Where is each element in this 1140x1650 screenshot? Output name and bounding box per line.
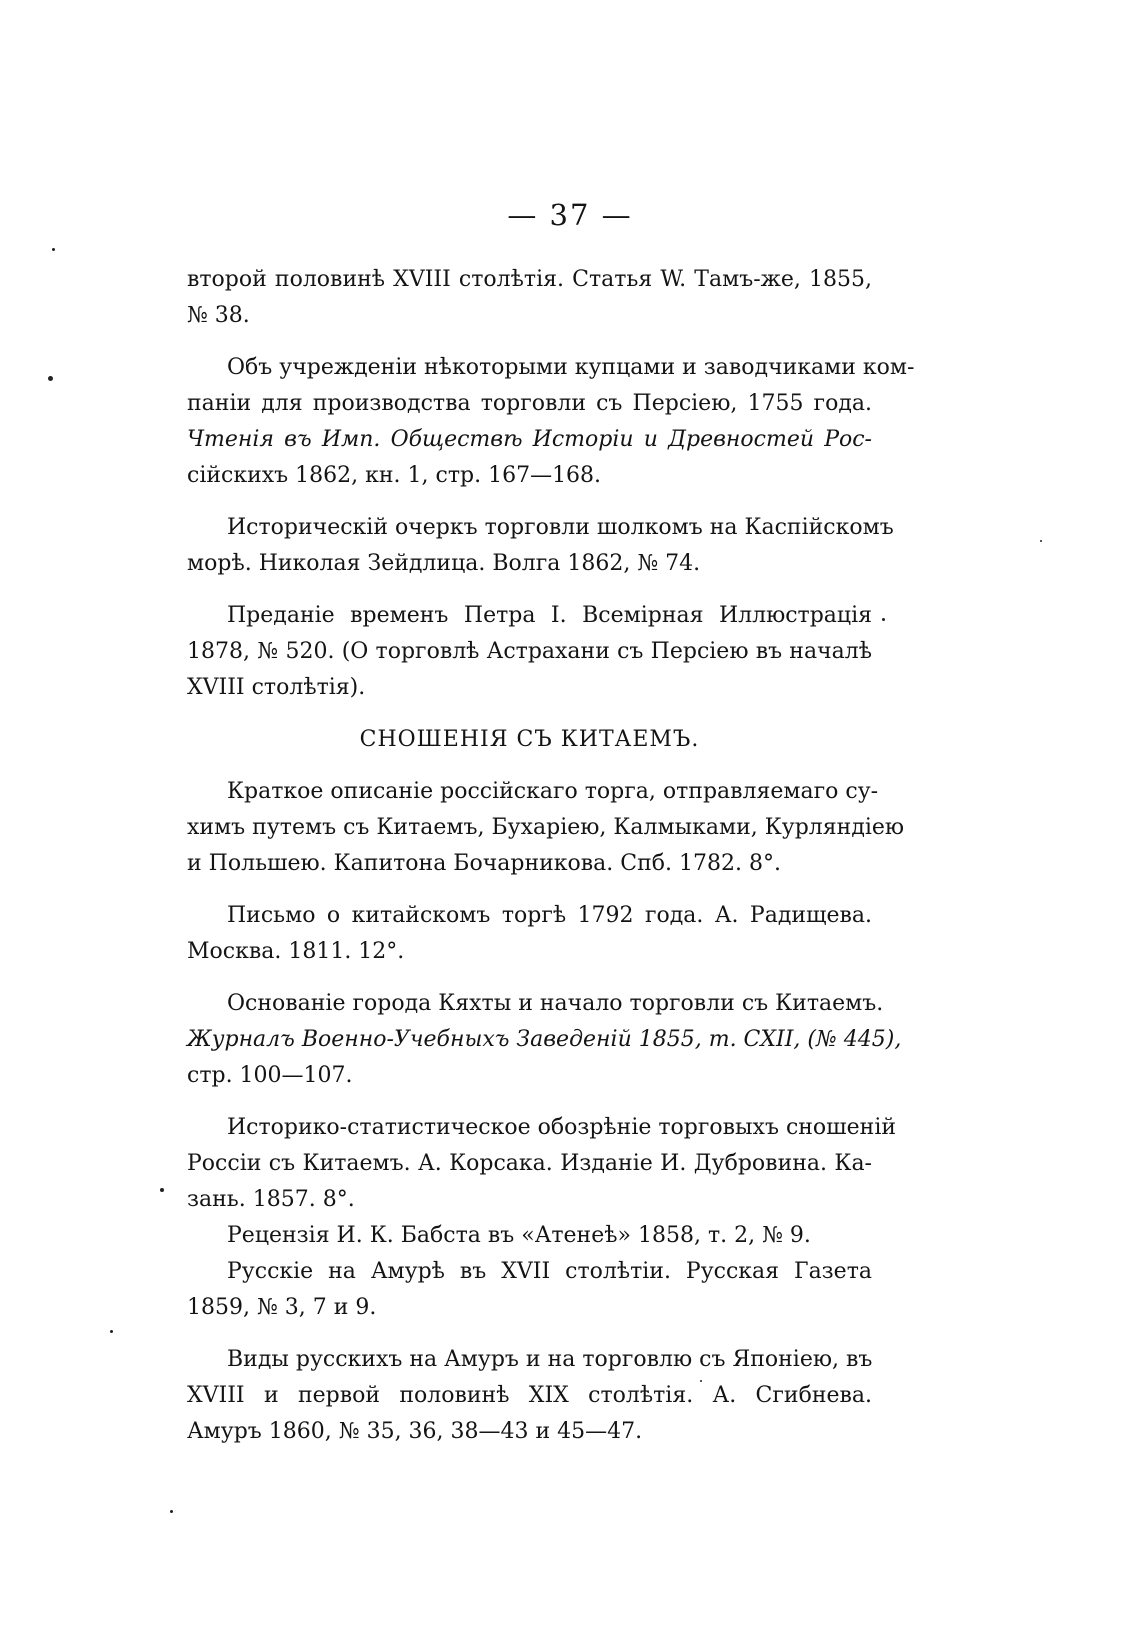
scan-speck [48,376,53,381]
entry-line: Преданіе временъ Петра I. Всемірная Иллюстрація [227,603,872,628]
scan-speck [170,1510,173,1513]
bibliography-entry [187,1218,872,1254]
page-number: — 37 — [507,198,633,232]
entry-line: Россіи съ Китаемъ. А. Корсака. Изданіе И. Дубровина. Ка- [187,1151,872,1176]
entry-line: стр. 100—107. [187,1063,353,1088]
scan-speck [52,248,55,251]
scan-speck [110,1330,113,1333]
entry-line: № 38. [187,303,250,328]
bibliography-text [187,262,915,1466]
scan-speck [1040,540,1042,542]
entry-line: Историко-статистическое обозрѣніе торговыхъ сношеній [227,1115,897,1140]
entry-line: 1878, № 520. (О торговлѣ Астрахани съ Персіею въ началѣ [187,639,872,664]
bibliography-entry [187,262,872,334]
bibliography-entry [187,510,894,582]
scan-speck [700,1380,702,1382]
entry-line: Москва. 1811. 12°. [187,939,405,964]
entry-line: Журналъ Военно-Учебныхъ Заведеній 1855, т. CXII, (№ 445), [187,1027,902,1052]
entry-line: XVIII и первой половинѣ XIX столѣтія. А. Сгибнева. [187,1383,872,1408]
entry-line: 1859, № 3, 7 и 9. [187,1295,377,1320]
entry-line: Чтенія въ Имп. Обществѣ Исторіи и Древностей Рос- [187,427,872,452]
entry-line: и Польшею. Капитона Бочарникова. Спб. 1782. 8°. [187,851,781,876]
bibliography-entry [187,350,915,494]
bibliography-entry [187,774,905,882]
bibliography-entry [187,986,902,1094]
bibliography-entry [187,598,872,706]
scan-speck [160,1188,164,1192]
entry-line: Краткое описаніе россійскаго торга, отправляемаго су- [227,779,879,804]
entry-line: второй половинѣ XVIII столѣтія. Статья W. Тамъ-же, 1855, [187,267,872,292]
entry-line: сійскихъ 1862, кн. 1, стр. 167—168. [187,463,602,488]
bibliography-entry [187,1342,872,1450]
entry-line: XVIII столѣтія). [187,675,366,700]
bibliography-entry [187,898,872,970]
entry-line: химъ путемъ съ Китаемъ, Бухаріею, Калмыками, Курляндіею [187,815,905,840]
entry-line: Объ учрежденіи нѣкоторыми купцами и заводчиками ком- [227,355,915,380]
entry-line: Основаніе города Кяхты и начало торговли съ Китаемъ. [227,991,884,1016]
entry-line: зань. 1857. 8°. [187,1187,355,1212]
entry-line: морѣ. Николая Зейдлица. Волга 1862, № 74. [187,551,701,576]
entry-line: Письмо о китайскомъ торгѣ 1792 года. А. Радищева. [227,903,872,928]
entry-line: Амуръ 1860, № 35, 36, 38—43 и 45—47. [187,1419,643,1444]
section-heading: СНОШЕНІЯ СЪ КИТАЕМЪ. [359,727,700,752]
entry-line: Русскіе на Амурѣ въ XVII столѣтіи. Русская Газета [227,1259,872,1284]
entry-line: Рецензія И. К. Бабста въ «Атенеѣ» 1858, т. 2, № 9. [227,1223,811,1248]
entry-line: Историческій очеркъ торговли шолкомъ на Каспійскомъ [227,515,894,540]
entry-line: паніи для производства торговли съ Персіею, 1755 года. [187,391,872,416]
bibliography-entry [187,1254,872,1326]
bibliography-entry [187,1110,897,1218]
entry-line: Виды русскихъ на Амуръ и на торговлю съ Японіею, въ [227,1347,873,1372]
scan-speck [882,618,885,621]
